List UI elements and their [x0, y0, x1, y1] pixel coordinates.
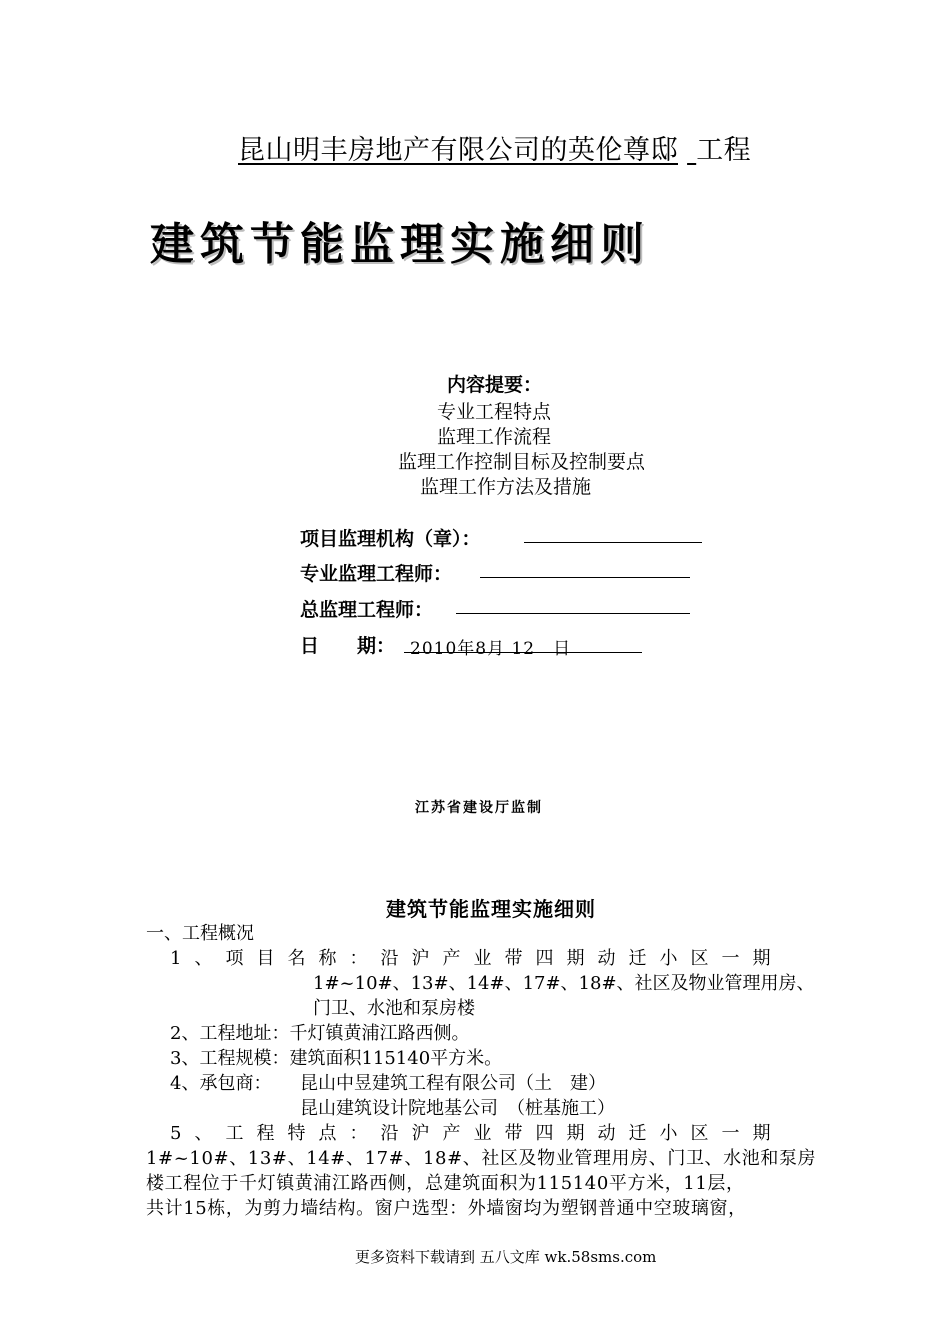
date-value: 2010年8月 12 日 — [410, 639, 572, 659]
date-underline — [404, 652, 642, 653]
item-4-line-2: 昆山建筑设计院地基公司 （桩基施工） — [300, 1098, 615, 1119]
main-title: 建筑节能监理实施细则 — [150, 219, 650, 270]
section-heading: 一、工程概况 — [146, 923, 254, 944]
item-3: 3、工程规模：建筑面积115140平方米。 — [170, 1048, 503, 1069]
item-5-line-1: 5、工程特点：沿沪产业带四期动迁小区一期 — [170, 1123, 784, 1144]
summary-item-4: 监理工作方法及措施 — [420, 476, 592, 498]
summary-item-3: 监理工作控制目标及控制要点 — [398, 451, 646, 473]
item-4-label: 4、承包商： — [170, 1073, 272, 1094]
summary-item-2: 监理工作流程 — [437, 426, 552, 448]
footer-note: 更多资料下载请到 五八文库 wk.58sms.com — [355, 1248, 657, 1266]
company-name: 昆山明丰房地产有限公司的英伦尊邸 — [238, 135, 678, 166]
company-underline-gap — [687, 135, 696, 166]
project-suffix: 工程 — [696, 135, 752, 166]
item-2: 2、工程地址：千灯镇黄浦江路西侧。 — [170, 1023, 470, 1044]
item-5-line-3: 楼工程位于千灯镇黄浦江路西侧，总建筑面积为115140平方米，11层， — [146, 1173, 745, 1194]
org-signature-line — [524, 542, 702, 543]
item-1-label: 1、项目名称：沿沪产业带四期动迁小区一期 — [170, 948, 784, 969]
item-5-line-4: 共计15栋，为剪力墙结构。窗户选型：外墙窗均为塑钢普通中空玻璃窗， — [146, 1198, 747, 1219]
company-line — [238, 128, 751, 167]
engineer-signature-line — [480, 577, 690, 578]
issuer: 江苏省建设厅监制 — [415, 800, 543, 816]
chief-label: 总监理工程师： — [300, 599, 434, 621]
item-1-cont-2: 门卫、水池和泵房楼 — [313, 998, 475, 1019]
item-4-line-1: 昆山中昱建筑工程有限公司（土 建） — [300, 1073, 606, 1094]
chief-signature-line — [456, 613, 690, 614]
summary-heading: 内容提要： — [447, 374, 543, 396]
item-5-line-2: 1#~10#、13#、14#、17#、18#、社区及物业管理用房、门卫、水池和泵房 — [146, 1148, 817, 1169]
body-title: 建筑节能监理实施细则 — [386, 897, 596, 921]
date-label: 日 期： — [300, 635, 396, 657]
item-1-cont-1: 1#~10#、13#、14#、17#、18#、社区及物业管理用房、 — [313, 973, 815, 994]
org-label: 项目监理机构（章）： — [300, 528, 481, 550]
summary-item-1: 专业工程特点 — [437, 401, 552, 423]
engineer-label: 专业监理工程师： — [300, 563, 453, 585]
